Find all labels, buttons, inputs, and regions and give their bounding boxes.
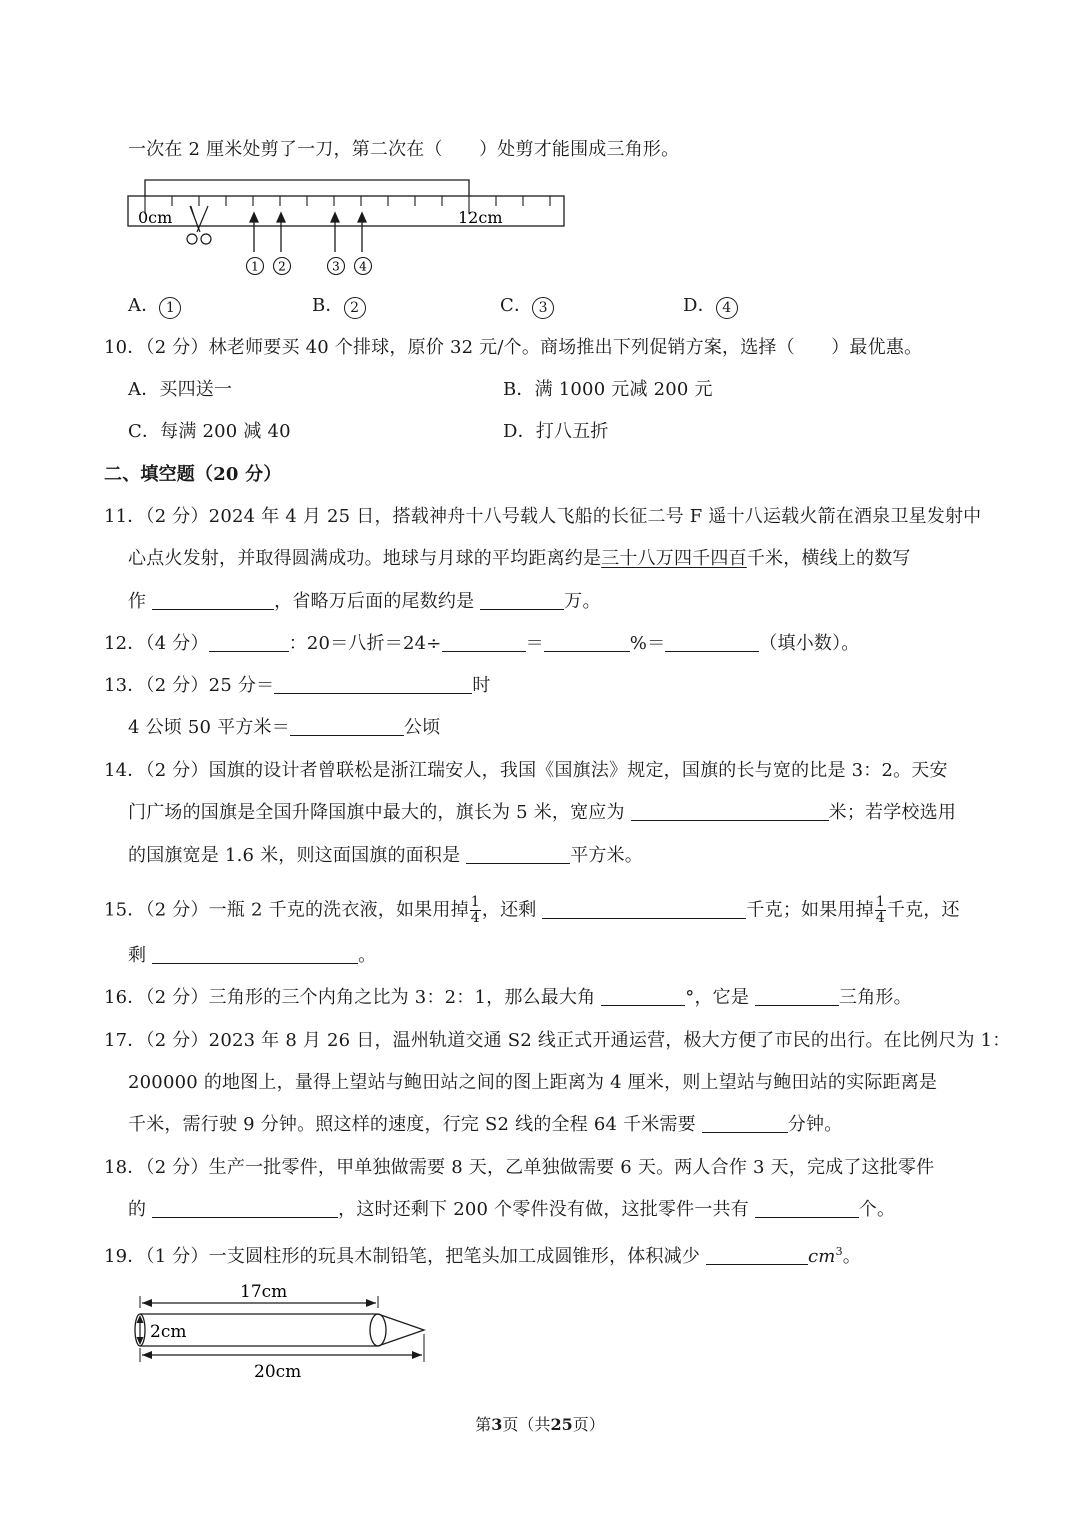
page-number: 3 — [491, 1415, 503, 1434]
q12-line: 12．（4 分） ：20＝八折＝24÷ ＝ %＝ （填小数）。 — [104, 633, 860, 654]
answer-blank[interactable] — [480, 591, 564, 610]
arrow-label-1: 1 — [251, 259, 259, 274]
arrow-label-4: 4 — [359, 259, 367, 274]
answer-blank[interactable] — [209, 633, 289, 652]
answer-blank[interactable] — [706, 1246, 808, 1265]
q10-option-d[interactable]: D．打八五折 — [503, 421, 609, 442]
fraction-one-quarter: $\frac{1}{4}$ — [875, 894, 885, 926]
q14-line1: 14．（2 分）国旗的设计者曾联松是浙江瑞安人，我国《国旗法》规定，国旗的长与宽的比是 3：2。天安 — [104, 760, 948, 781]
q11-underlined-number: 三十八万四千四百 — [601, 548, 747, 569]
arrow-label-2: 2 — [278, 259, 286, 274]
q10-option-c[interactable]: C．每满 200 减 40 — [128, 421, 291, 442]
q18-line1: 18．（2 分）生产一批零件，甲单独做需要 8 天，乙单独做需要 6 天。两人合作 3 天，完成了这批零件 — [104, 1157, 935, 1178]
q14-line3: 的国旗宽是 1.6 米，则这面国旗的面积是 平方米。 — [128, 845, 644, 866]
page-total: 25 — [550, 1415, 573, 1434]
q17-line1: 17．（2 分）2023 年 8 月 26 日，温州轨道交通 S2 线正式开通运营，极大方便了市民的出行。在比例尺为 1： — [104, 1030, 1011, 1051]
ruler-start-label: 0cm — [138, 208, 173, 227]
q17-line2: 200000 的地图上，量得上望站与鲍田站之间的图上距离为 4 厘米，则上望站与鲍田站的实际距离是 — [128, 1072, 938, 1093]
circled-mark-d: 4 — [716, 297, 738, 319]
answer-blank[interactable] — [665, 633, 759, 652]
answer-blank[interactable] — [755, 1199, 859, 1218]
answer-blank[interactable] — [544, 633, 630, 652]
answer-blank[interactable] — [601, 987, 685, 1006]
label-17cm: 17cm — [240, 1282, 288, 1302]
page-footer: 第3页（共25页） — [475, 1415, 605, 1434]
q19-line: 19．（1 分）一支圆柱形的玩具木制铅笔，把笔头加工成圆锥形，体积减少 $cm^3$。 — [104, 1245, 861, 1267]
pencil-figure — [128, 1278, 438, 1388]
answer-blank[interactable] — [274, 675, 472, 694]
circled-mark-b: 2 — [344, 297, 366, 319]
answer-blank[interactable] — [466, 845, 570, 864]
q9-option-d[interactable]: D． 4 — [683, 294, 738, 319]
answer-blank[interactable] — [152, 1199, 338, 1218]
q15-line2: 剩 。 — [128, 945, 377, 966]
arrow-3 — [331, 213, 339, 252]
answer-blank[interactable] — [290, 717, 404, 736]
ruler-end-label: 12cm — [458, 208, 503, 227]
ruler-figure — [120, 170, 580, 285]
q13-line2: 4 公顷 50 平方米＝ 公顷 — [128, 717, 441, 738]
answer-blank[interactable] — [442, 633, 526, 652]
label-20cm: 20cm — [254, 1362, 302, 1382]
answer-blank[interactable] — [542, 900, 746, 919]
answer-blank[interactable] — [702, 1114, 788, 1133]
q9-option-a[interactable]: A． 1 — [128, 294, 181, 319]
q10-stem: 10．（2 分）林老师要买 40 个排球，原价 32 元/个。商场推出下列促销方案，选择（ ）最优惠。 — [104, 337, 923, 358]
answer-blank[interactable] — [755, 987, 839, 1006]
answer-blank[interactable] — [152, 591, 274, 610]
q11-line2: 心点火发射，并取得圆满成功。地球与月球的平均距离约是三十八万四千四百千米，横线上的数写 — [128, 548, 911, 569]
answer-blank[interactable] — [152, 945, 358, 964]
arrow-label-3: 3 — [332, 259, 340, 274]
circled-mark-c: 3 — [532, 297, 554, 319]
circled-mark-a: 1 — [159, 297, 181, 319]
section-title: 二、填空题（20 分） — [104, 464, 282, 485]
q14-line2: 门广场的国旗是全国升降国旗中最大的，旗长为 5 米，宽应为 米；若学校选用 — [128, 802, 957, 823]
q15-line1: 15．（2 分）一瓶 2 千克的洗衣液，如果用掉 $\frac{1}{4}$ ，还剩 千克；如果用掉 $\frac{1}{4}$ 千克，还 — [104, 894, 960, 926]
q9-option-b[interactable]: B． 2 — [312, 294, 366, 319]
q9-option-c[interactable]: C． 3 — [500, 294, 554, 319]
q13-line1: 13．（2 分）25 分＝ 时 — [104, 675, 491, 696]
q10-option-a[interactable]: A．买四送一 — [128, 379, 233, 400]
q17-line3: 千米，需行驶 9 分钟。照这样的速度，行完 S2 线的全程 64 千米需要 分钟。 — [128, 1114, 843, 1135]
answer-blank[interactable] — [631, 802, 829, 821]
q10-option-b[interactable]: B．满 1000 元减 200 元 — [503, 379, 713, 400]
arrow-1 — [250, 213, 258, 252]
fraction-one-quarter: $\frac{1}{4}$ — [470, 894, 480, 926]
q11-line3: 作 ，省略万后面的尾数约是 万。 — [128, 591, 601, 612]
q11-line1: 11．（2 分）2024 年 4 月 25 日，搭载神舟十八号载人飞船的长征二号 F 遥十八运载火箭在酒泉卫星发射中 — [104, 506, 982, 527]
q16-line: 16．（2 分）三角形的三个内角之比为 3：2：1，那么最大角 °，它是 三角形。 — [104, 987, 912, 1008]
label-2cm: 2cm — [150, 1322, 187, 1342]
q9-stem: 一次在 2 厘米处剪了一刀，第二次在（ ）处剪才能围成三角形。 — [128, 139, 680, 160]
arrow-2 — [277, 213, 285, 252]
arrow-4 — [358, 213, 366, 252]
q18-line2: 的 ，这时还剩下 200 个零件没有做，这批零件一共有 个。 — [128, 1199, 896, 1220]
